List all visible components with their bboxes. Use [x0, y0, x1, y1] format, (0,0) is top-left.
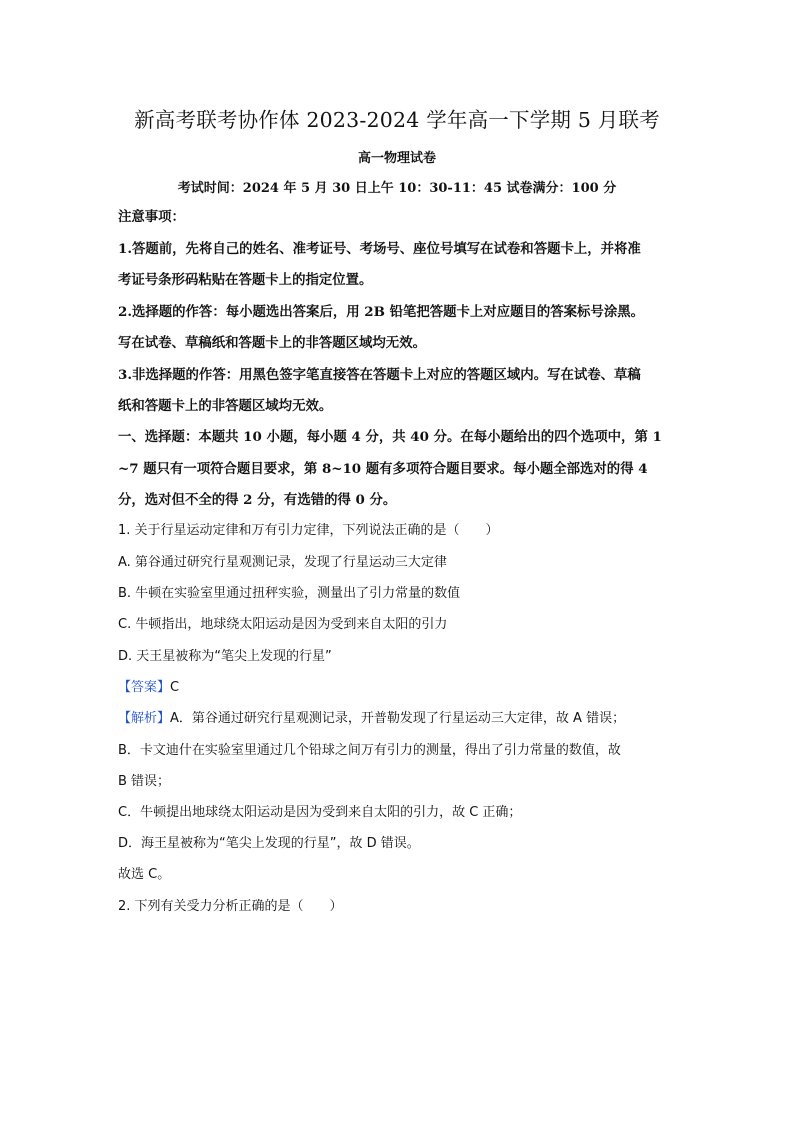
exam-title: 新高考联考协作体 2023-2024 学年高一下学期 5 月联考: [134, 108, 660, 132]
question-1-option-b: B. 牛顿在实验室里通过扭秤实验，测量出了引力常量的数值: [118, 586, 461, 601]
analysis-label: 【解析】: [118, 711, 171, 726]
analysis-line: 故选 C。: [118, 867, 171, 882]
notes-line: 2.选择题的作答：每小题选出答案后，用 2B 铅笔把答题卡上对应题目的答案标号涂黑。: [118, 304, 644, 320]
notes-line: 3.非选择题的作答：用黑色签字笔直接答在答题卡上对应的答题区域内。写在试卷、草稿: [118, 367, 641, 383]
analysis-line: B 错误；: [118, 774, 171, 789]
answer-label: 【答案】: [118, 680, 171, 695]
exam-subtitle: 高一物理试卷: [357, 151, 436, 166]
analysis-line: C．牛顿提出地球绕太阳运动是因为受到来自太阳的引力，故 C 正确；: [118, 805, 522, 820]
analysis-line: A．第谷通过研究行星观测记录，开普勒发现了行星运动三大定律，故 A 错误；: [170, 711, 626, 726]
analysis-line: D．海王星被称为“笔尖上发现的行星”，故 D 错误。: [118, 836, 420, 851]
notes-line: 1.答题前，先将自己的姓名、准考证号、考场号、座位号填写在试卷和答题卡上，并将准: [118, 241, 641, 257]
notes-heading: 注意事项：: [118, 209, 185, 225]
section-instructions: 分，选对但不全的得 2 分，有选错的得 0 分。: [118, 492, 397, 508]
analysis-line: B．卡文迪什在实验室里通过几个铅球之间万有引力的测量，得出了引力常量的数值，故: [118, 743, 621, 758]
question-2-stem: 2. 下列有关受力分析正确的是（ ）: [118, 899, 343, 914]
question-1-option-a: A. 第谷通过研究行星观测记录，发现了行星运动三大定律: [118, 555, 447, 570]
notes-line: 考证号条形码粘贴在答题卡上的指定位置。: [118, 272, 373, 288]
notes-line: 纸和答题卡上的非答题区域均无效。: [118, 398, 333, 414]
question-1-answer: [118, 678, 678, 698]
question-1-option-d: D. 天王星被称为“笔尖上发现的行星”: [118, 649, 332, 664]
notes-line: 写在试卷、草稿纸和答题卡上的非答题区域均无效。: [118, 335, 426, 351]
question-1-analysis: [118, 709, 678, 729]
section-instructions: ~7 题只有一项符合题目要求，第 8~10 题有多项符合题目要求。每小题全部选对的得 4: [118, 461, 648, 477]
exam-info: 考试时间：2024 年 5 月 30 日上午 10：30-11：45 试卷满分：100 分: [177, 181, 617, 196]
answer-value: C: [170, 680, 180, 695]
section-instructions: 一、选择题：本题共 10 小题，每小题 4 分，共 40 分。在每小题给出的四个选项中，第 1: [118, 429, 662, 445]
question-1-stem: 1. 关于行星运动定律和万有引力定律，下列说法正确的是（ ）: [118, 523, 499, 538]
question-1-option-c: C. 牛顿指出，地球绕太阳运动是因为受到来自太阳的引力: [118, 617, 448, 632]
